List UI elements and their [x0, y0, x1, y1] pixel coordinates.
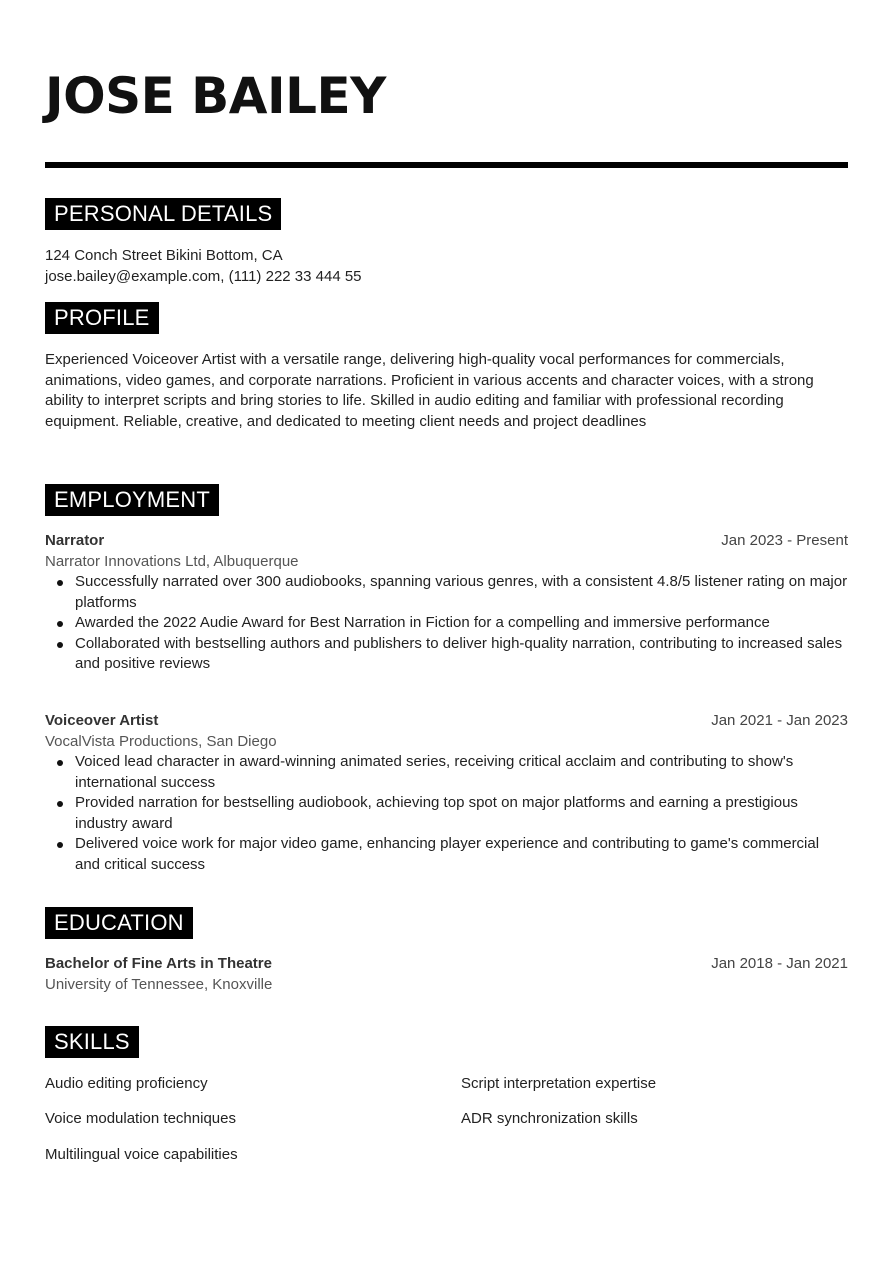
achievement-text: Awarded the 2022 Audie Award for Best Narration in Fiction for a compelling and immersive performance: [75, 614, 770, 632]
list-item: [45, 793, 848, 834]
section-title-skills: SKILLS: [45, 1026, 139, 1058]
list-item: [45, 634, 848, 675]
bullet-icon: [57, 580, 63, 586]
profile-text: Experienced Voiceover Artist with a versatile range, delivering high-quality vocal performances for commercials, animations, video games, and corporate narrations. Proficient in various accents and character voices, with a strong ability to interpret scripts and bring stories to life. Skilled in audio editing and familiar with professional recording equipment. Reliable, creative, and dedicated to meeting client needs and project deadlines: [45, 351, 814, 430]
job-title: Voiceover Artist: [45, 712, 159, 729]
address-text: 124 Conch Street Bikini Bottom, CA: [45, 247, 283, 264]
job-dates: Jan 2021 - Jan 2023: [711, 712, 848, 729]
skill-item: Voice modulation techniques: [45, 1110, 236, 1127]
job-title: Narrator: [45, 532, 105, 549]
section-title-profile: PROFILE: [45, 302, 159, 334]
achievement-text: Delivered voice work for major video game, enhancing player experience and contributing to game's commercial and critical success: [75, 835, 820, 873]
education-dates: Jan 2018 - Jan 2021: [711, 955, 848, 972]
bullet-icon: [57, 842, 63, 848]
job-dates: Jan 2023 - Present: [721, 532, 848, 549]
school-name: University of Tennessee, Knoxville: [45, 976, 273, 993]
education-header: [45, 954, 848, 975]
skill-item: Script interpretation expertise: [461, 1075, 657, 1092]
achievement-text: Successfully narrated over 300 audiobooks, spanning various genres, with a consistent 4.8/5 listener rating on major platforms: [75, 573, 848, 611]
list-item: [45, 834, 848, 875]
section-title-education: EDUCATION: [45, 907, 193, 939]
achievement-text: Collaborated with bestselling authors and publishers to deliver high-quality narration, contributing to increased sales and positive reviews: [75, 634, 843, 673]
contact-text: jose.bailey@example.com, (111) 222 33 444 55: [45, 268, 362, 285]
job-achievements-list: [45, 572, 848, 675]
job-organization: VocalVista Productions, San Diego: [45, 733, 277, 750]
job-organization: Narrator Innovations Ltd, Albuquerque: [45, 553, 299, 570]
section-title-personal-details: PERSONAL DETAILS: [45, 198, 281, 230]
list-item: [45, 572, 848, 613]
bullet-icon: [57, 760, 63, 766]
job-header: [45, 711, 848, 732]
header-divider: [45, 162, 848, 168]
job-achievements-list: [45, 752, 848, 876]
achievement-text: Voiced lead character in award-winning animated series, receiving critical acclaim and contributing to show's international success: [75, 753, 794, 791]
achievement-text: Provided narration for bestselling audiobook, achieving top spot on major platforms and earning a prestigious industry award: [75, 794, 798, 832]
bullet-icon: [57, 801, 63, 807]
skill-item: Multilingual voice capabilities: [45, 1146, 238, 1163]
list-item: [45, 752, 848, 793]
job-header: [45, 531, 848, 552]
candidate-name: JOSE BAILEY: [45, 67, 386, 125]
section-title-employment: EMPLOYMENT: [45, 484, 219, 516]
skill-item: ADR synchronization skills: [461, 1110, 638, 1127]
bullet-icon: [57, 642, 63, 648]
bullet-icon: [57, 621, 63, 627]
skill-item: Audio editing proficiency: [45, 1075, 208, 1092]
list-item: [45, 613, 848, 634]
degree-title: Bachelor of Fine Arts in Theatre: [45, 955, 272, 972]
